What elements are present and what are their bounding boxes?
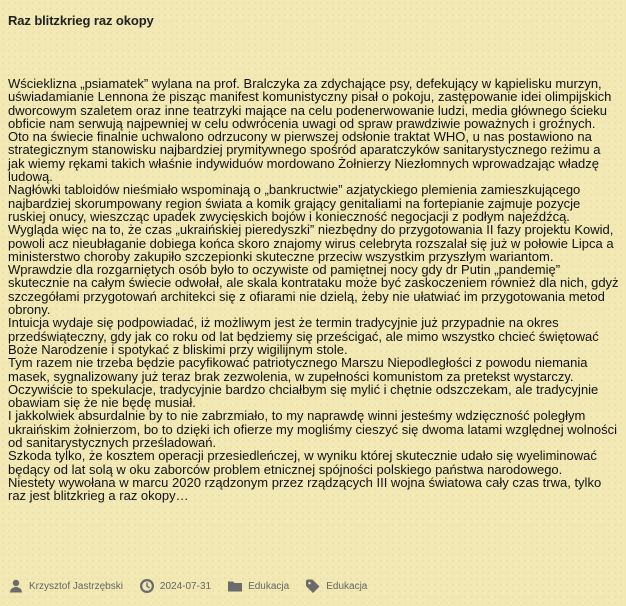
meta-date bbox=[139, 578, 211, 594]
meta-author bbox=[8, 578, 123, 594]
paragraph: Wścieklizna „psiamatek” wylana na prof. Bralczyka za zdychające psy, defekujący w kąpielisku murzyn, uświadamianie Lennona że pisząc manifest komunistyczny pisał o pokoju, zastępowanie idei olimpijskich dworcowym szaletem oraz inne teatrzyki mające na celu podenerwowanie ludzi, media głównego ścieku obficie nam serwują najpewniej w celu odwrócenia uwagi od spraw prawdziwie poważnych i groźnych. bbox=[8, 76, 612, 131]
category-link[interactable]: Edukacja bbox=[248, 580, 290, 592]
paragraph: Niestety wywołana w marcu 2020 rządzonym przez rządzących III wojna światowa cały czas trwa, tylko raz jest blitzkrieg a raz okopy… bbox=[8, 474, 602, 504]
meta-tag bbox=[305, 578, 367, 594]
user-icon bbox=[8, 578, 24, 594]
paragraph: Intuicja wydaje się podpowiadać, iż możliwym jest że termin tradycyjnie już przypadnie na okres przedświąteczny, gdy jak co roku od lat będziemy się prześcigać, ale mimo wszystko chcieć świętować Boże Narodzenie i spotykać z bliskimi przy wigilijnym stole. bbox=[8, 315, 599, 357]
paragraph: Oto na świecie finalnie uchwalono odrzucony w pierwszej odsłonie traktat WHO, u nas postawiono na strategicznym stanowisku najbardziej prymitywnego spośród aparatczyków sanitarystycznego reżimu a jak wiemy rękami takich właśnie indywiduów mordowano Żołnierzy Niezłomnych wprowadzając władzę ludową. bbox=[8, 129, 601, 185]
paragraph: I jakkolwiek absurdalnie by to nie zabrzmiało, to my naprawdę winni jesteśmy wdzięczność poległym ukraińskim żołnierzom, bo to dzięki ich ofierze my mogliśmy cieszyć się dwoma latami względnej wolności od sanitarystycznych prześladowań. bbox=[8, 408, 618, 451]
post-meta bbox=[8, 577, 383, 595]
paragraph: Wygląda więc na to, że czas „ukraińskiej pieredyszki” niezbędny do przygotowania II fazy projektu Kowid, powoli acz nieubłaganie dobiega końca skoro znajomy wirus celebryta rozszalał się już w połowie Lipca a ministerstwo choroby zakupiło szczepionki skuteczne przeciw wszystkim przyszłym wariantom. bbox=[8, 222, 614, 264]
meta-category bbox=[227, 578, 289, 594]
paragraph: Nagłówki tabloidów nieśmiało wspominają o „bankructwie” azjatyckiego plemienia zamieszkującego najbardziej skorumpowany region świata a komik grający genitaliami na fortepianie zajmuje pozycje ruskiej onucy, wieszcząc upadek zwycięskich bojów i konieczność negocjacji z podłym najeźdźcą. bbox=[8, 182, 581, 224]
clock-icon bbox=[139, 578, 155, 594]
tag-icon bbox=[305, 578, 321, 594]
tag-link[interactable]: Edukacja bbox=[326, 580, 368, 592]
paragraph: Wprawdzie dla rozgarniętych osób było to oczywiste od pamiętnej nocy gdy dr Putin „pandemię” skutecznie na całym świecie odwołał, ale skala kontrataku może być zaskoczeniem również dla nich, gdyż szczegółami przygotowań architekci się z ofiarami nie dzielą, żeby nie ułatwiać im przygotowania metod obrony. bbox=[8, 262, 619, 318]
folder-icon bbox=[227, 578, 243, 594]
date-link[interactable]: 2024-07-31 bbox=[159, 580, 212, 592]
paragraph: Oczywiście to spekulacje, tradycyjnie bardzo chciałbym się mylić i chętnie odszczekam, ale tradycyjnie obawiam się że nie będę musiał. bbox=[8, 381, 599, 411]
paragraph: Szkoda tylko, że kosztem operacji przesiedleńczej, w wyniku której skutecznie udało się wyeliminować będący od lat solą w oku zaborców problem etnicznej spójności polskiego państwa narodowego. bbox=[8, 448, 597, 477]
paragraph: Tym razem nie trzeba będzie pacyfikować patriotycznego Marszu Niepodległości z powodu niemania masek, sygnalizowany już teraz brak zezwolenia, w zupełności komunistom za pretekst wystarczy. bbox=[8, 355, 588, 384]
post-title: Raz blitzkrieg raz okopy bbox=[8, 13, 154, 28]
post-content bbox=[8, 77, 620, 503]
author-link[interactable]: Krzysztof Jastrzębski bbox=[29, 580, 123, 592]
